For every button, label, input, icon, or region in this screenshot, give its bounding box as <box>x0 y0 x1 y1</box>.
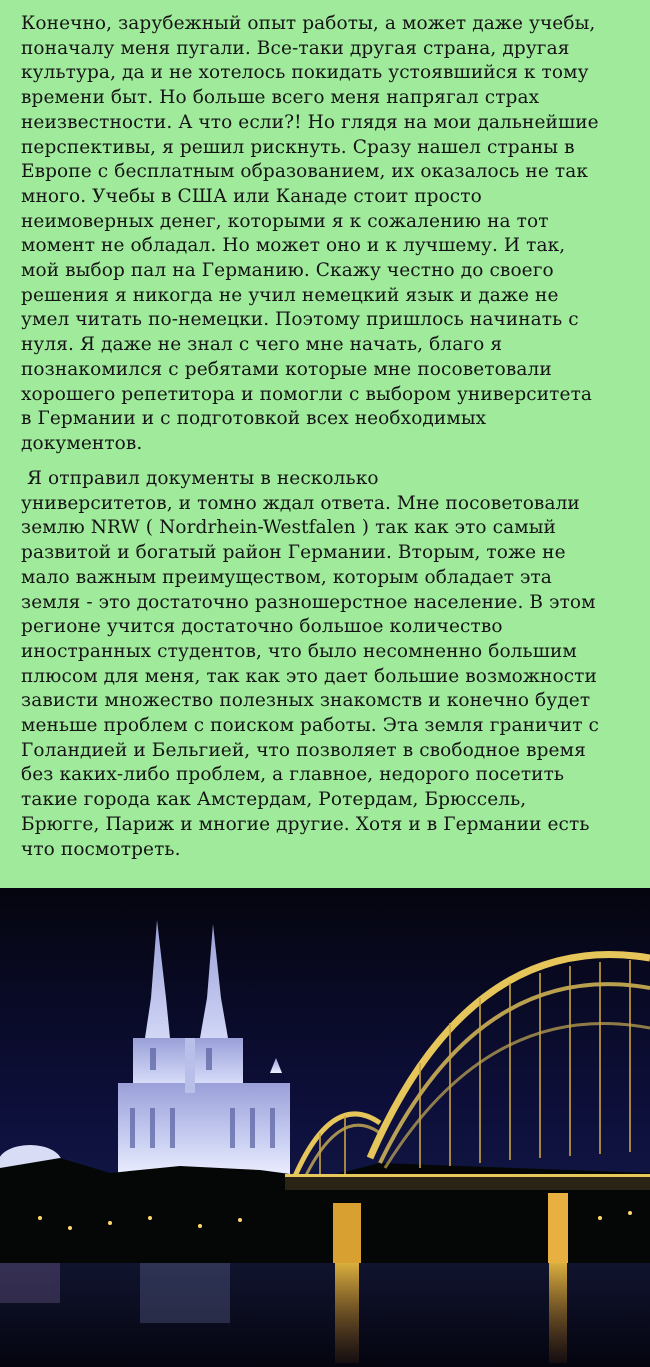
text-line: Европе с бесплатным образованием, их оказалось не так <box>21 161 588 183</box>
text-line: без каких-либо проблем, а главное, недорого посетить <box>21 764 565 786</box>
text-line: времени быт. Но больше всего меня напрягал страх <box>21 87 540 109</box>
text-line: перспективы, я решил рискнуть. Сразу нашел страны в <box>21 136 575 158</box>
text-line: плюсом для меня, так как это дает большие возможности <box>21 665 597 687</box>
text-line: Конечно, зарубежный опыт работы, а может даже учебы, <box>21 13 596 34</box>
text-line: решения я никогда не учил немецкий язык и даже не <box>21 284 559 306</box>
text-line: момент не обладал. Но может оно и к лучшему. И так, <box>21 235 566 257</box>
text-line: мой выбор пал на Германию. Скажу честно до своего <box>21 260 554 282</box>
text-line: документов. <box>21 432 143 454</box>
text-line: умел читать по-немецки. Поэтому пришлось начинать с <box>21 309 579 331</box>
text-line: познакомился с ребятами которые мне посоветовали <box>21 358 552 380</box>
text-line: Голандией и Бельгией, что позволяет в свободное время <box>21 739 586 761</box>
paragraph-1 <box>21 12 636 457</box>
text-line: поначалу меня пугали. Все-таки другая страна, другая <box>21 37 570 59</box>
text-line: мало важным преимуществом, которым обладает эта <box>21 566 552 588</box>
text-line: меньше проблем с поиском работы. Эта земля граничит с <box>21 715 600 737</box>
text-line: развитой и богатый район Германии. Вторым, тоже не <box>21 542 566 564</box>
paragraph-2 <box>21 467 636 862</box>
text-line: что посмотреть. <box>21 838 181 860</box>
text-line: неимоверных денег, которыми я к сожалению на тот <box>21 210 549 232</box>
text-line: университетов, и томно ждал ответа. Мне посоветовали <box>21 492 580 514</box>
text-line: много. Учебы в США или Канаде стоит просто <box>21 185 482 207</box>
text-line: культура, да и не хотелось покидать устоявшийся к тому <box>21 62 589 84</box>
bridge-deck <box>285 1176 650 1190</box>
text-line: нуля. Я даже не знал с чего мне начать, благо я <box>21 334 503 356</box>
cologne-night-photo <box>0 888 650 1367</box>
text-line: иностранных студентов, что было несомненно большим <box>21 640 577 662</box>
text-line: Я отправил документы в несколько <box>21 468 379 489</box>
text-line: в Германии и с подготовкой всех необходимых <box>21 408 487 430</box>
text-line: регионе учится достаточно большое количество <box>21 616 503 638</box>
text-line: зависти множество полезных знакомств и конечно будет <box>21 690 591 712</box>
text-line: землю NRW ( Nordrhein-Westfalen ) так как это самый <box>21 517 556 539</box>
bridge-deck-light <box>285 1174 650 1177</box>
text-line: хорошего репетитора и помогли с выбором университета <box>21 383 593 405</box>
text-line: земля - это достаточно разношерстное население. В этом <box>21 591 596 613</box>
text-line: неизвестности. А что если?! Но глядя на мои дальнейшие <box>21 111 599 133</box>
text-line: такие города как Амстердам, Ротердам, Брюссель, <box>21 789 527 811</box>
bridge-pier <box>333 1203 361 1263</box>
text-line: Брюгге, Париж и многие другие. Хотя и в Германии есть <box>21 813 590 835</box>
bridge-pier <box>548 1193 568 1263</box>
